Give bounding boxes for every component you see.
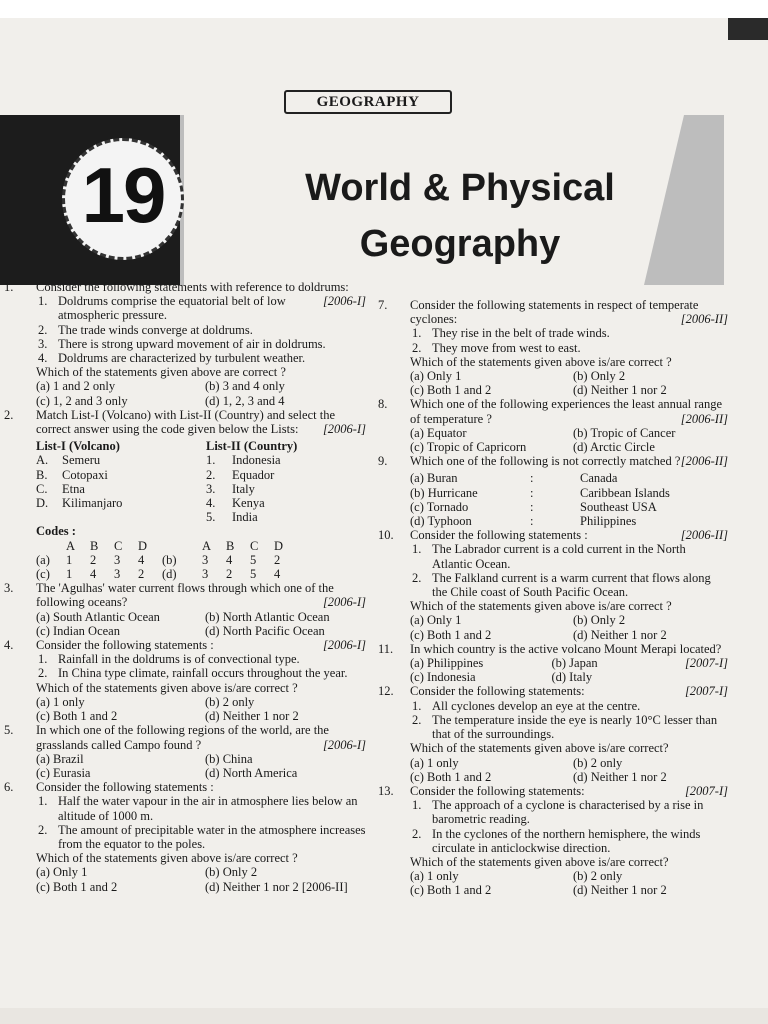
question-ask: Which of the statements given above is/are correct? [410,741,669,756]
question-number: 8. [378,397,388,412]
question-ask: Which of the statements given above are correct ? [36,365,286,380]
question-ask: Which of the statements given above is/are correct ? [410,354,672,369]
codes-label: Codes : [36,524,76,539]
question-text: Consider the following statements: [410,783,585,798]
option: (b) Tropic of Cancer [573,425,676,440]
option: (d) Neither 1 nor 2 [2006-II] [205,879,348,894]
option: (d) 1, 2, 3 and 4 [205,393,285,408]
list-2-heading: List-II (Country) [206,439,298,454]
option: (a) 1 only [410,869,459,884]
question-8 [378,397,728,454]
list-value: Etna [62,481,85,496]
statement-text: In China type climate, rainfall occurs throughout the year. [58,666,348,681]
question-number: 3. [4,581,14,596]
options [36,752,366,780]
code-cell: C [250,538,259,553]
code-cell: 2 [274,552,281,567]
match-right: Caribbean Islands [580,485,670,500]
option: (a) Brazil [36,751,84,766]
option: (c) Both 1 and 2 [36,709,118,724]
chapter-number: 19 [81,151,165,239]
statement-text: Doldrums comprise the equatorial belt of low atmospheric pressure. [58,294,286,323]
option: (a) Only 1 [410,369,462,384]
code-cell: 5 [250,567,257,582]
question-text: Consider the following statements : [36,780,214,795]
match-row [410,500,728,514]
list-key: B. [36,467,48,482]
options [410,426,728,454]
option: (b) China [205,751,253,766]
statement-number: 2. [38,322,48,337]
codes-block [36,524,366,581]
code-cell: 2 [138,567,145,582]
code-cell: 4 [138,552,145,567]
statement-text: All cyclones develop an eye at the centre. [432,698,641,713]
question-ask: Which of the statements given above is/are correct ? [410,599,672,614]
match-row [410,514,728,528]
option: (c) Both 1 and 2 [36,879,118,894]
match-right: Canada [580,471,618,486]
question-ask: Which of the statements given above is/are correct ? [36,680,298,695]
list-key: 5. [206,510,216,525]
question-text: In which one of the following regions of the world, are the grasslands called Campo found ? [36,723,329,752]
question-text: Consider the following statements: [410,684,585,699]
code-cell: C [114,538,123,553]
year-ref: [2006-II] [680,454,728,469]
match-row [410,471,728,485]
code-cell [162,539,202,553]
code-cell: D [274,538,284,553]
question-text: Consider the following statements with reference to doldrums: [36,280,349,294]
code-cell: 3 [114,567,121,582]
statement-number: 1. [38,294,48,309]
option: (b) Japan [551,656,598,671]
question-2 [4,408,366,581]
statement-text: Doldrums are characterized by turbulent weather. [58,351,306,366]
match-left: (a) Buran [410,471,458,486]
question-4 [4,638,366,723]
year-ref: [2006-II] [680,312,728,327]
list-value: Semeru [62,453,101,468]
option: (a) South Atlantic Ocean [36,609,160,624]
list-value: Equador [232,467,275,482]
question-text: The 'Agulhas' water current flows through which one of the following oceans? [36,581,334,610]
question-number: 9. [378,454,388,469]
code-cell: 2 [90,552,97,567]
question-10 [378,528,728,642]
option: (a) Equator [410,425,467,440]
code-cell: 2 [226,567,233,582]
option: (a) Philippines [410,656,484,671]
statement-number: 1. [412,798,422,813]
year-ref: [2007-I] [684,656,728,671]
code-cell: 5 [250,552,257,567]
code-cell: (d) [162,567,177,582]
code-cell: (c) [36,567,50,582]
question-number: 13. [378,783,394,798]
statement-number: 2. [38,666,48,681]
option: (d) North America [205,765,298,780]
statement-number: 1. [412,542,422,557]
match-row [410,486,728,500]
option: (d) Italy [551,670,593,685]
statement-number: 1. [412,698,422,713]
option: (c) Both 1 and 2 [410,627,492,642]
option: (c) Tropic of Capricorn [410,440,527,455]
statement-text: The approach of a cyclone is characterised by a rise in barometric reading. [432,798,704,827]
statement-text: In the cyclones of the northern hemisphere, the winds circulate in anticlockwise direction. [432,826,701,855]
list-value: Indonesia [232,453,281,468]
year-ref: [2007-I] [684,684,728,699]
option: (b) 2 only [205,694,255,709]
list-value: Italy [232,481,255,496]
question-text: Match List-I (Volcano) with List-II (Country) and select the correct answer using the code given below the Lists: [36,407,335,437]
code-cell: D [138,538,148,553]
option: (d) Neither 1 nor 2 [573,769,667,784]
statement-text: Rainfall in the doldrums is of convectional type. [58,652,300,667]
options [410,869,728,897]
option: (b) 2 only [573,869,623,884]
question-7 [378,298,728,397]
option: (a) 1 only [36,694,85,709]
year-ref: [2007-I] [684,783,728,798]
right-column [378,298,728,898]
match-right: Southeast USA [580,499,657,514]
question-11 [378,642,728,685]
code-cell: A [202,538,212,553]
code-cell: 4 [90,567,97,582]
list-key: 2. [206,467,216,482]
year-ref: [2006-I] [322,294,366,309]
option: (d) Neither 1 nor 2 [573,883,667,898]
option: (c) Indian Ocean [36,623,120,638]
left-column [4,280,366,894]
year-ref: [2006-I] [322,422,366,437]
question-ask: Which of the statements given above is/are correct ? [36,851,298,866]
code-cell [36,539,66,553]
match-left: (d) Typhoon [410,514,472,529]
code-cell: A [66,538,76,553]
code-cell: 3 [202,552,209,567]
statement-text: The Labrador current is a cold current in the North Atlantic Ocean. [432,542,686,571]
statement-number: 1. [412,326,422,341]
options [36,610,366,638]
options [36,695,366,723]
option: (d) Arctic Circle [573,440,655,455]
question-number: 12. [378,684,394,699]
option: (c) Both 1 and 2 [410,769,492,784]
option: (b) Only 2 [205,865,258,880]
match-left: (c) Tornado [410,499,469,514]
statement-number: 2. [412,340,422,355]
options [410,656,685,684]
list-key: 1. [206,453,216,468]
list-value: Kenya [232,496,265,511]
options [410,613,728,641]
list-1 [36,439,206,524]
statement-number: 1. [38,652,48,667]
list-2 [206,439,366,524]
options [36,379,366,407]
option: (b) Only 2 [573,369,626,384]
page-corner-shadow [728,18,768,40]
match-sep: : [530,514,534,529]
list-value: Cotopaxi [62,467,108,482]
chapter-title [260,160,660,272]
year-ref: [2006-I] [322,595,366,610]
statement-number: 2. [38,822,48,837]
statement-text: The temperature inside the eye is nearly 10°C lesser than that of the surroundings. [432,712,718,742]
question-text: Which one of the following experiences the least annual range of temperature ? [410,397,723,426]
question-text: Consider the following statements : [410,528,588,543]
statement-text: They move from west to east. [432,340,581,355]
statement-number: 4. [38,351,48,366]
codes-row [36,553,366,567]
year-ref: [2006-I] [322,737,366,752]
chapter-title-line1: World & Physical [305,167,615,209]
list-key: 4. [206,496,216,511]
question-number: 1. [4,280,14,294]
question-text: In which country is the active volcano Mount Merapi located? [410,641,722,656]
option: (b) North Atlantic Ocean [205,609,330,624]
code-cell: B [226,538,235,553]
question-6 [4,780,366,894]
list-key: C. [36,481,48,496]
statement-number: 3. [38,336,48,351]
question-number: 6. [4,780,14,795]
statement-text: Half the water vapour in the air in atmosphere lies below an altitude of 1000 m. [58,794,358,823]
question-1 [4,280,366,408]
match-left: (b) Hurricane [410,485,478,500]
question-12 [378,684,728,783]
question-number: 4. [4,638,14,653]
options [410,756,728,784]
option: (d) North Pacific Ocean [205,623,325,638]
question-number: 2. [4,407,14,422]
codes-header-row [36,539,366,553]
code-cell: 3 [114,552,121,567]
match-sep: : [530,499,534,514]
options [36,865,366,893]
option: (c) Eurasia [36,765,91,780]
question-5 [4,723,366,780]
question-number: 10. [378,528,394,543]
option: (b) Only 2 [573,613,626,628]
option: (d) Neither 1 nor 2 [205,709,299,724]
option: (c) 1, 2 and 3 only [36,393,128,408]
statement-text: They rise in the belt of trade winds. [432,326,610,341]
chapter-title-line2: Geography [359,223,561,265]
top-margin [0,0,768,18]
statement-number: 2. [412,712,422,727]
statement-text: The Falkland current is a warm current that flows along the Chile coast of South Pacific Ocean. [432,570,711,600]
question-number: 11. [378,641,394,656]
option: (b) 2 only [573,755,623,770]
question-9 [378,454,728,528]
list-key: D. [36,496,49,511]
option: (c) Both 1 and 2 [410,883,492,898]
option: (b) 3 and 4 only [205,379,285,394]
option: (a) Only 1 [36,865,88,880]
match-sep: : [530,485,534,500]
question-number: 5. [4,723,14,738]
option: (a) Only 1 [410,613,462,628]
code-cell: (b) [162,552,177,567]
question-text: Which one of the following is not correctly matched ? [410,454,681,469]
codes-row [36,567,366,581]
question-text: Consider the following statements in respect of temperate cyclones: [410,298,699,327]
statement-text: The amount of precipitable water in the atmosphere increases from the equator to the poles. [58,822,366,851]
question-ask: Which of the statements given above is/are correct? [410,854,669,869]
code-cell: 4 [274,567,281,582]
option: (a) 1 and 2 only [36,379,116,394]
question-13 [378,784,728,898]
statement-number: 1. [38,794,48,809]
list-value: Kilimanjaro [62,496,123,511]
statement-text: The trade winds converge at doldrums. [58,322,253,337]
subject-label: GEOGRAPHY [284,90,452,114]
option: (c) Indonesia [410,670,476,685]
option: (a) 1 only [410,755,459,770]
match-sep: : [530,471,534,486]
option: (d) Neither 1 nor 2 [573,383,667,398]
list-key: A. [36,453,49,468]
list-value: India [232,510,258,525]
list-1-heading: List-I (Volcano) [36,439,120,454]
code-cell: (a) [36,552,50,567]
question-text: Consider the following statements : [36,638,214,653]
statement-number: 2. [412,570,422,585]
statement-number: 2. [412,826,422,841]
question-number: 7. [378,298,388,312]
code-cell: 1 [66,552,73,567]
option: (c) Both 1 and 2 [410,383,492,398]
code-cell: 4 [226,552,233,567]
code-cell: B [90,538,99,553]
code-cell: 3 [202,567,209,582]
code-cell: 1 [66,567,73,582]
year-ref: [2006-II] [680,411,728,426]
list-key: 3. [206,481,216,496]
year-ref: [2006-I] [322,638,366,653]
match-right: Philippines [580,514,637,529]
option: (d) Neither 1 nor 2 [573,627,667,642]
options [410,369,728,397]
question-3 [4,581,366,638]
year-ref: [2006-II] [680,528,728,543]
statement-text: There is strong upward movement of air in doldrums. [58,336,326,351]
match-lists [36,439,366,524]
